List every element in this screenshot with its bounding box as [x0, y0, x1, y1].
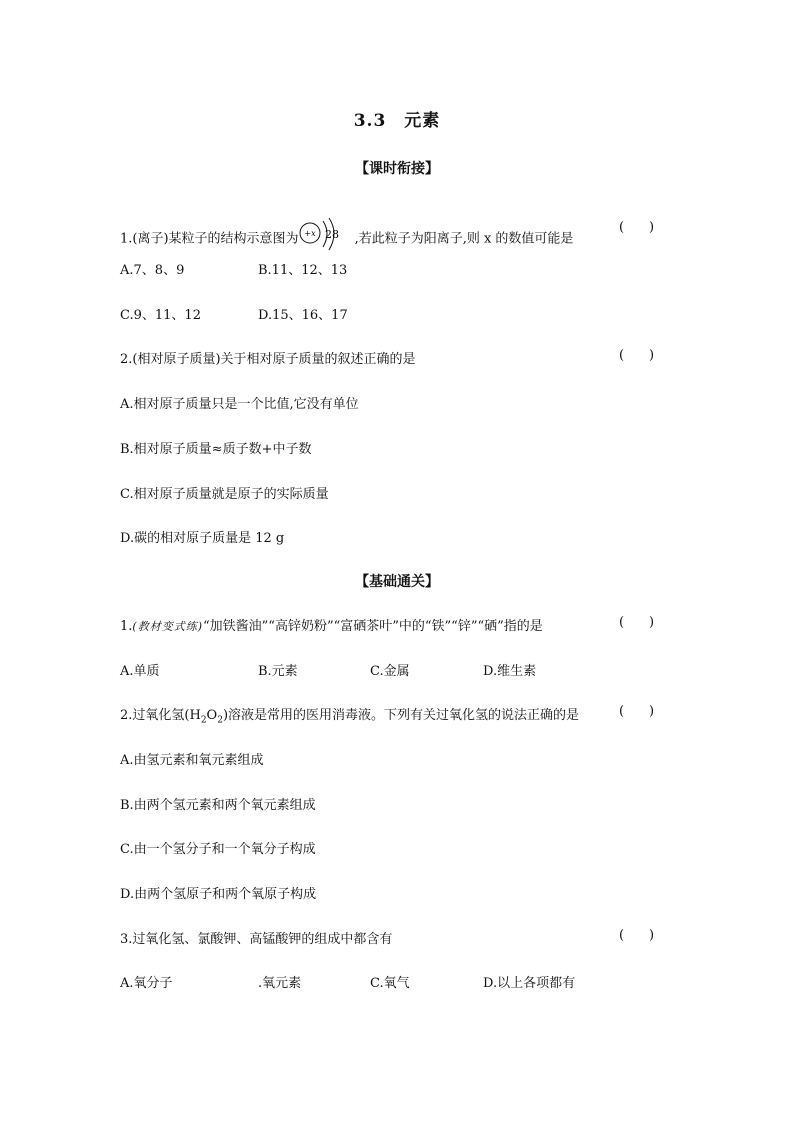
b3-answer-blank: ( ) [619, 928, 655, 943]
b2-stem: 2.过氧化氢$(H_2O_2)$溶液是常用的医用消毒液。下列有关过氧化氢的说法正确的是 [120, 708, 580, 726]
q2-option-c: C.相对原子质量就是原子的实际质量 [120, 487, 329, 502]
title-number: 3.3 [353, 111, 387, 131]
b2-answer-blank: ( ) [619, 704, 655, 719]
q2-stem: 2.(相对原子质量)关于相对原子质量的叙述正确的是 [120, 352, 416, 367]
b1-answer-blank: ( ) [619, 615, 655, 630]
q1-stem-post: ,若此粒子为阳离子,则 x 的数值可能是 [354, 231, 574, 247]
b3-stem: 3.过氧化氢、氯酸钾、高锰酸钾的组成中都含有 [120, 932, 393, 947]
b2-option-b: B.由两个氢元素和两个氧元素组成 [120, 798, 316, 813]
shell-electrons: 28 [324, 228, 339, 241]
b1-option-b: B.元素 [258, 664, 298, 679]
b3-option-c: C.氧气 [370, 976, 410, 991]
q1-option-d: D.15、16、17 [258, 308, 348, 323]
section-heading-lesson-link: 【课时衔接】 [355, 161, 439, 177]
q2-option-d: D.碳的相对原子质量是 12 g [120, 531, 285, 546]
q1-answer-blank: ( ) [619, 220, 655, 235]
b1-option-d: D.维生素 [483, 664, 537, 679]
q1-option-a: A.7、8、9 [120, 263, 185, 278]
page-title [0, 106, 794, 131]
ion-structure-diagram [299, 215, 355, 255]
section-heading-basic: 【基础通关】 [355, 574, 439, 590]
b1-option-a: A.单质 [120, 664, 160, 679]
q2-option-b: B.相对原子质量≈质子数+中子数 [120, 442, 312, 457]
b3-option-b: .氧元素 [258, 976, 302, 991]
q2-option-a: A.相对原子质量只是一个比值,它没有单位 [120, 397, 359, 412]
b1-stem-text: “加铁酱油”“高锌奶粉”“富硒茶叶”中的“铁”“锌”“硒”指的是 [203, 619, 543, 634]
b2-option-a: A.由氢元素和氧元素组成 [120, 753, 264, 768]
b2-option-c: C.由一个氢分子和一个氧分子构成 [120, 842, 316, 857]
b1-stem [120, 615, 543, 634]
b2-option-d: D.由两个氢原子和两个氧原子构成 [120, 887, 317, 902]
q1-stem-pre: 1.(离子)某粒子的结构示意图为 [120, 231, 299, 247]
b3-option-a: A.氧分子 [120, 976, 173, 991]
b1-option-c: C.金属 [370, 664, 410, 679]
title-text: 元素 [404, 111, 441, 131]
q1-option-b: B.11、12、13 [258, 263, 348, 278]
b1-number: 1. [120, 619, 133, 634]
q2-answer-blank: ( ) [619, 348, 655, 363]
q1-option-c: C.9、11、12 [120, 308, 201, 323]
q1-stem [120, 219, 573, 259]
b3-option-d: D.以上各项都有 [483, 976, 576, 991]
b1-source-tag: (教材变式练) [132, 620, 203, 633]
nucleus-label: +x [303, 229, 316, 238]
